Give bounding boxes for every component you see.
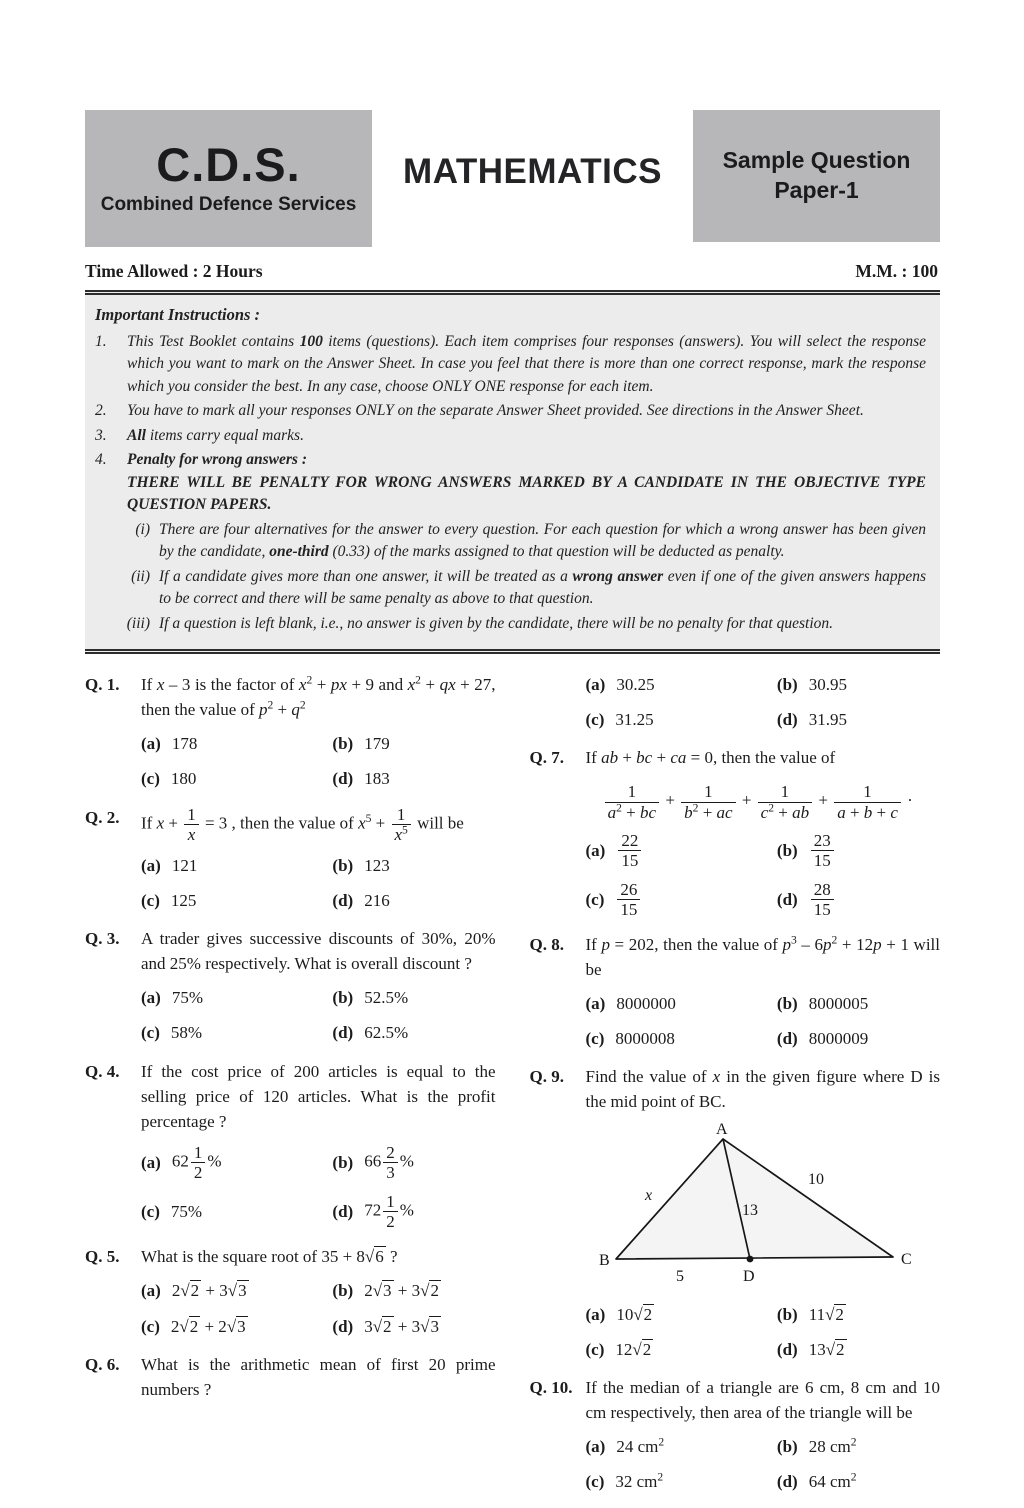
question-6-options-block xyxy=(530,672,941,732)
question-text: If ab + bc + ca = 0, then the value of xyxy=(585,748,836,768)
option-d xyxy=(777,1026,940,1051)
option-label: (c) xyxy=(585,1339,605,1359)
option-label: (d) xyxy=(332,1023,354,1043)
option-label: (a) xyxy=(141,1281,161,1301)
question-text: A trader gives successive discounts of 30%, 20% and 25% respectively. What is overall discount ? xyxy=(141,929,496,974)
option-d xyxy=(777,1337,940,1362)
option-label: (b) xyxy=(332,734,354,754)
option-label: (a) xyxy=(585,675,606,695)
instruction-number: 4. xyxy=(95,451,107,469)
option-label: (c) xyxy=(585,1472,605,1492)
options xyxy=(141,1143,496,1231)
question-text: Find the value of x in the given figure where D is the mid point of BC. xyxy=(585,1067,941,1112)
question-text: If the median of a triangle are 6 cm, 8 cm and 10 cm respectively, then area of the triangle will be xyxy=(585,1377,940,1423)
option-label: (b) xyxy=(776,840,798,860)
option-label: (d) xyxy=(332,1202,354,1222)
option-label: (a) xyxy=(585,840,606,860)
option-value: 28 $cm^2$ xyxy=(808,1435,857,1457)
option-label: (d) xyxy=(776,1029,798,1049)
option-value: 2√3 + 3√2 xyxy=(364,1281,439,1301)
question-number: Q. 2. xyxy=(85,807,120,827)
header xyxy=(85,110,940,247)
option-a xyxy=(141,1143,332,1182)
option-c xyxy=(586,1026,777,1051)
instruction-number: 2. xyxy=(95,402,107,420)
question-6 xyxy=(85,1352,496,1402)
option-value: 8000000 xyxy=(616,993,676,1013)
option-b xyxy=(332,731,495,756)
option-b xyxy=(332,1278,495,1303)
option-value: 31.95 xyxy=(808,710,847,730)
option-value: 32 $cm^2$ xyxy=(615,1470,664,1492)
paper-title-line1: Sample Question xyxy=(722,147,911,174)
option-a xyxy=(586,1434,777,1459)
question-text: If x – 3 is the factor of $x^2$ + px + 9 and $x^2$ + qx + 27, then the value of $p^2 + q^2$ xyxy=(141,673,496,720)
option-label: (a) xyxy=(141,855,161,875)
instruction-subnumber: (iii) xyxy=(126,614,150,632)
option-value: 58% xyxy=(170,1023,203,1043)
questions-left-column xyxy=(85,672,496,1508)
side-label-ab: x xyxy=(644,1186,652,1204)
instruction-text: All items carry equal marks. xyxy=(127,426,304,444)
instruction-text: You have to mark all your responses ONLY on the separate Answer Sheet provided. See directions in the Answer Sheet. xyxy=(127,402,864,420)
question-text: If x + $\frac{1}{x}$ = 3 , then the value of $x^5$ + $\frac{1}{x^5}$ will be xyxy=(141,804,464,844)
option-b xyxy=(777,831,940,870)
question-text: If the cost price of 200 articles is equal to the selling price of 120 articles. What is the profit percentage ? xyxy=(141,1061,496,1131)
instruction-text: Penalty for wrong answers : THERE WILL BE PENALTY FOR WRONG ANSWERS MARKED BY A CANDIDATE IN THE OBJECTIVE TYPE QUESTION PAPERS. xyxy=(127,451,926,514)
question-8 xyxy=(530,932,941,1052)
question-3 xyxy=(85,926,496,1046)
options xyxy=(586,672,941,732)
time-allowed: Time Allowed : 2 Hours xyxy=(85,261,263,281)
instruction-item xyxy=(95,449,926,516)
instruction-subitem xyxy=(121,519,926,564)
option-d xyxy=(332,1314,495,1339)
option-label: (d) xyxy=(776,1472,798,1492)
option-label: (c) xyxy=(141,890,160,910)
instruction-text: If a candidate gives more than one answer, it will be treated as a wrong answer even if one of the given answers happens to be correct and there will be same penalty as above to that question. xyxy=(159,567,926,608)
option-value: 52.5% xyxy=(364,988,409,1008)
option-label: (c) xyxy=(585,889,605,909)
instructions-box xyxy=(85,290,940,654)
triangle-figure xyxy=(598,1121,928,1293)
option-value: 123 xyxy=(364,855,390,875)
option-value: 179 xyxy=(364,734,390,754)
option-label: (d) xyxy=(332,1316,354,1336)
option-value: $\frac{23}{15}$ xyxy=(809,831,836,870)
option-c xyxy=(586,1337,777,1362)
vertex-label-c: C xyxy=(900,1250,912,1268)
option-a xyxy=(141,731,332,756)
instruction-item xyxy=(95,400,926,422)
option-label: (a) xyxy=(141,988,161,1008)
option-d xyxy=(777,1469,940,1494)
option-value: 24 $cm^2$ xyxy=(616,1435,665,1457)
question-number: Q. 8. xyxy=(529,934,564,954)
option-value: 8000008 xyxy=(615,1029,675,1049)
option-a xyxy=(141,1278,332,1303)
option-label: (d) xyxy=(776,889,798,909)
option-c xyxy=(141,1314,332,1339)
option-value: 8000009 xyxy=(808,1029,869,1049)
question-text: What is the arithmetic mean of first 20 prime numbers ? xyxy=(141,1354,496,1399)
display-equation: $\frac{1}{a^2 + bc}$ + $\frac{1}{b^2 + ac}$ + $\frac{1}{c^2 + ab}$ + $\frac{1}{a + b + c}$ · xyxy=(576,782,941,821)
paper-title-box xyxy=(693,110,940,242)
option-label: (a) xyxy=(585,1304,606,1324)
option-value: 180 xyxy=(170,769,197,789)
instruction-subnumber: (i) xyxy=(135,520,150,538)
option-label: (d) xyxy=(776,710,798,730)
question-5 xyxy=(85,1244,496,1338)
questions-right-column xyxy=(530,672,941,1508)
instruction-subitem xyxy=(121,613,926,635)
option-value: 75% xyxy=(171,988,203,1008)
option-value: 121 xyxy=(171,855,198,875)
options xyxy=(141,1278,496,1338)
option-a xyxy=(586,672,777,697)
vertex-label-d: D xyxy=(742,1267,755,1285)
question-number: Q. 10. xyxy=(529,1377,573,1397)
question-1 xyxy=(85,672,496,792)
option-d xyxy=(332,888,495,913)
option-a xyxy=(141,853,332,878)
option-value: 30.25 xyxy=(616,675,655,695)
option-label: (b) xyxy=(332,855,354,875)
option-label: (b) xyxy=(776,675,798,695)
midpoint-dot xyxy=(746,1255,753,1262)
questions-area xyxy=(85,672,940,1508)
instruction-text: If a question is left blank, i.e., no answer is given by the candidate, there will be no penalty for that question. xyxy=(159,614,834,632)
subject-title: MATHEMATICS xyxy=(403,152,662,191)
max-marks: M.M. : 100 xyxy=(855,261,938,281)
question-4 xyxy=(85,1059,496,1232)
option-d xyxy=(332,1192,495,1231)
option-b xyxy=(777,991,940,1016)
option-value: 64 $cm^2$ xyxy=(808,1470,857,1492)
option-b xyxy=(777,1302,940,1327)
option-label: (c) xyxy=(585,710,605,730)
option-c xyxy=(586,707,777,732)
option-label: (b) xyxy=(776,1437,798,1457)
question-number: Q. 7. xyxy=(529,748,564,768)
option-c xyxy=(141,1192,332,1231)
question-number: Q. 1. xyxy=(85,675,120,695)
option-a xyxy=(141,985,332,1010)
option-c xyxy=(141,888,332,913)
paper-title-line2: Paper-1 xyxy=(774,177,859,203)
instruction-item xyxy=(95,425,926,447)
option-value: 125 xyxy=(170,890,197,910)
instruction-text: This Test Booklet contains 100 items (questions). Each item comprises four responses (answers). You will select the response which you want to mark on the Answer Sheet. In case you feel that there is more than one correct response, mark the response which you consider the best. In any case, choose ONLY ONE response for each item. xyxy=(127,332,926,395)
options xyxy=(586,991,941,1051)
question-2 xyxy=(85,805,496,913)
option-value: $\frac{28}{15}$ xyxy=(809,880,836,919)
option-label: (c) xyxy=(141,1316,160,1336)
instruction-item xyxy=(95,331,926,398)
question-number: Q. 3. xyxy=(85,929,120,949)
spacer xyxy=(530,672,586,732)
option-label: (b) xyxy=(332,1281,354,1301)
option-b xyxy=(777,672,940,697)
option-a xyxy=(586,1302,777,1327)
option-d xyxy=(332,766,495,791)
option-c xyxy=(141,1020,332,1045)
option-label: (b) xyxy=(776,1304,798,1324)
options xyxy=(141,985,496,1045)
option-value: 10√2 xyxy=(616,1304,653,1324)
question-number: Q. 9. xyxy=(529,1067,564,1087)
instruction-number: 1. xyxy=(95,332,107,350)
option-label: (c) xyxy=(141,1023,160,1043)
option-label: (c) xyxy=(141,769,160,789)
option-value: 62.5% xyxy=(364,1023,409,1043)
segment-label-bd: 5 xyxy=(675,1267,684,1285)
triangle-shape xyxy=(616,1139,893,1259)
options xyxy=(586,831,941,919)
option-value: $\frac{22}{15}$ xyxy=(616,831,643,870)
side-label-ac: 10 xyxy=(807,1170,824,1188)
options xyxy=(141,731,496,791)
option-b xyxy=(332,1143,495,1182)
option-b xyxy=(777,1434,940,1459)
option-d xyxy=(332,1020,495,1045)
options xyxy=(586,1302,941,1362)
median-label-ad: 13 xyxy=(741,1201,758,1219)
option-value: 66 $\frac{2}{3}$ % xyxy=(364,1143,414,1183)
option-label: (d) xyxy=(776,1339,798,1359)
org-abbreviation: C.D.S. xyxy=(156,138,301,191)
option-value: 216 xyxy=(364,890,390,910)
option-label: (d) xyxy=(332,890,354,910)
option-value: 2√2 + 2√3 xyxy=(170,1316,246,1336)
meta-row xyxy=(85,261,938,282)
option-value: 31.25 xyxy=(615,710,654,730)
option-label: (a) xyxy=(585,993,606,1013)
option-label: (c) xyxy=(585,1029,605,1049)
question-number: Q. 5. xyxy=(85,1247,120,1267)
option-value: 178 xyxy=(171,734,198,754)
question-text: What is the square root of 35 + 8√6 ? xyxy=(141,1247,398,1267)
options xyxy=(586,1434,941,1494)
question-9 xyxy=(530,1064,941,1362)
option-value: 2√2 + 3√3 xyxy=(171,1281,247,1301)
option-label: (d) xyxy=(332,769,354,789)
option-value: 72 $\frac{1}{2}$ % xyxy=(364,1192,414,1232)
option-label: (a) xyxy=(141,734,161,754)
option-a xyxy=(586,831,777,870)
option-c xyxy=(586,1469,777,1494)
question-10 xyxy=(530,1375,941,1495)
instruction-subnumber: (ii) xyxy=(131,567,150,585)
option-label: (a) xyxy=(585,1437,606,1457)
option-value: 13√2 xyxy=(808,1339,845,1359)
option-a xyxy=(586,991,777,1016)
question-7 xyxy=(530,745,941,918)
option-label: (c) xyxy=(141,1202,160,1222)
option-value: 3√2 + 3√3 xyxy=(364,1316,439,1336)
option-value: 30.95 xyxy=(808,675,847,695)
option-label: (b) xyxy=(776,993,798,1013)
instructions-title: Important Instructions : xyxy=(95,305,261,324)
question-text: If p = 202, then the value of $p^3 - 6p^2 + 12p + 1$ will be xyxy=(585,933,940,979)
options xyxy=(141,853,496,913)
option-value: $\frac{26}{15}$ xyxy=(615,880,642,919)
option-value: 8000005 xyxy=(808,993,869,1013)
option-b xyxy=(332,853,495,878)
option-value: 11√2 xyxy=(808,1304,844,1324)
option-b xyxy=(332,985,495,1010)
instruction-subitem xyxy=(121,566,926,611)
option-value: 62 $\frac{1}{2}$ % xyxy=(171,1143,222,1183)
option-d xyxy=(777,707,940,732)
instruction-number: 3. xyxy=(95,426,107,444)
option-label: (b) xyxy=(332,988,354,1008)
option-d xyxy=(777,880,940,919)
org-full-name: Combined Defence Services xyxy=(100,194,357,215)
option-c xyxy=(586,880,777,919)
option-label: (a) xyxy=(141,1153,161,1173)
question-number: Q. 6. xyxy=(85,1354,120,1374)
option-value: 75% xyxy=(170,1202,203,1222)
option-value: 183 xyxy=(364,769,390,789)
option-value: 12√2 xyxy=(615,1339,652,1359)
vertex-label-b: B xyxy=(598,1251,610,1269)
vertex-label-a: A xyxy=(715,1120,728,1138)
option-c xyxy=(141,766,332,791)
instruction-text: There are four alternatives for the answer to every question. For each question for which a wrong answer has been given by the candidate, one-third (0.33) of the marks assigned to that question will be deducted as penalty. xyxy=(159,520,926,561)
option-label: (b) xyxy=(332,1153,354,1173)
cds-title-box xyxy=(85,110,372,247)
question-number: Q. 4. xyxy=(85,1061,120,1081)
